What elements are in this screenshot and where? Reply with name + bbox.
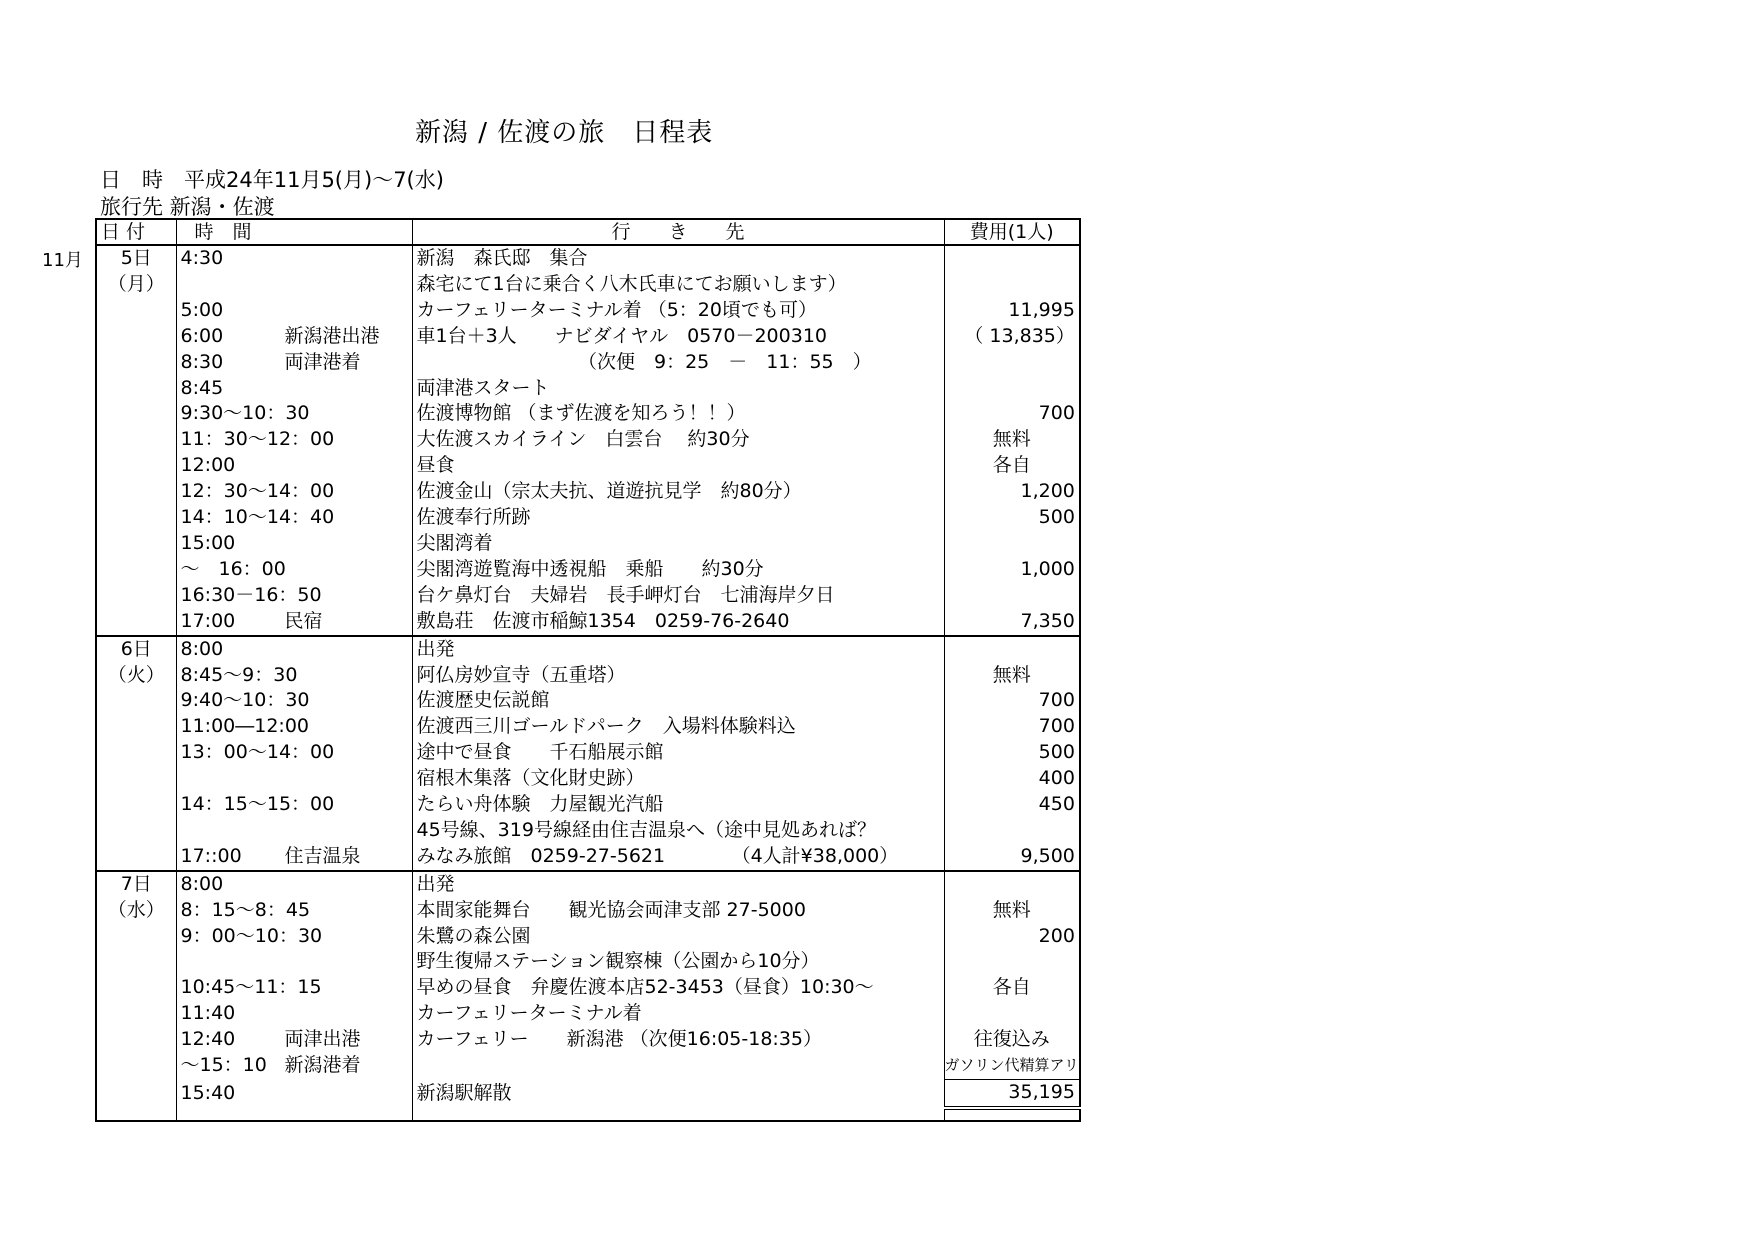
row-date: （月） [96, 272, 176, 298]
row-cost: 各自 [944, 975, 1080, 1001]
row-time-cell [176, 427, 412, 453]
row-cost: 往復込み [944, 1027, 1080, 1053]
row-time: 12:00 [180, 454, 236, 477]
table-row [96, 871, 1080, 898]
row-place: 野生復帰ステーション観察棟（公園から10分） [412, 949, 944, 975]
row-date [96, 350, 176, 376]
row-place: みなみ旅館 0259-27-5621 （4人計¥38,000） [412, 844, 944, 871]
row-place: 新潟駅解散 [412, 1080, 944, 1108]
row-time-cell [176, 740, 412, 766]
row-time: 6:00 [180, 324, 224, 347]
row-date [96, 324, 176, 350]
table-row [96, 245, 1080, 272]
row-time: 9:30～10：30 [180, 402, 310, 425]
table-row [96, 636, 1080, 663]
table-row [96, 557, 1080, 583]
row-cost: 9,500 [944, 844, 1080, 871]
row-cost: 500 [944, 740, 1080, 766]
table-row [96, 714, 1080, 740]
table-row [96, 479, 1080, 505]
row-place: 佐渡博物館 （まず佐渡を知ろう！！） [412, 401, 944, 427]
table-row [96, 427, 1080, 453]
row-time-cell [176, 871, 412, 898]
table-row [96, 818, 1080, 844]
row-time-cell [176, 949, 412, 975]
row-time: 5:00 [180, 298, 224, 321]
table-row [96, 583, 1080, 609]
row-time: 12：30～14：00 [180, 480, 335, 503]
row-cost [944, 245, 1080, 272]
row-time-cell [176, 1001, 412, 1027]
row-cost [944, 583, 1080, 609]
row-time-cell [176, 766, 412, 792]
row-time: 4:30 [180, 247, 224, 269]
row-place [412, 1053, 944, 1079]
row-time-cell [176, 376, 412, 402]
row-location: 住吉温泉 [284, 844, 361, 867]
row-date [96, 531, 176, 557]
row-cost: 700 [944, 688, 1080, 714]
row-cost: 700 [944, 401, 1080, 427]
row-time-cell [176, 898, 412, 924]
row-date [96, 792, 176, 818]
row-cost: 1,000 [944, 557, 1080, 583]
row-place: 両津港スタート [412, 376, 944, 402]
row-place: 途中で昼食 千石船展示館 [412, 740, 944, 766]
row-place: 出発 [412, 636, 944, 663]
row-time-cell [176, 531, 412, 557]
row-time-cell [176, 245, 412, 272]
table-header [96, 219, 1080, 245]
row-location: 民宿 [284, 609, 323, 632]
table-row [96, 453, 1080, 479]
row-time: 15:40 [180, 1081, 236, 1104]
row-place: 尖閣湾着 [412, 531, 944, 557]
row-place: 大佐渡スカイライン 白雲台 約30分 [412, 427, 944, 453]
row-time-cell [176, 1053, 412, 1079]
row-place: 佐渡歴史伝説館 [412, 688, 944, 714]
row-cost: 500 [944, 505, 1080, 531]
table-row [96, 531, 1080, 557]
row-place: （次便 9：25 － 11：55 ） [412, 350, 944, 376]
row-location: 両津港着 [284, 350, 361, 373]
row-time-cell [176, 324, 412, 350]
row-time-cell [176, 479, 412, 505]
row-time: 10:45～11：15 [180, 976, 322, 999]
row-place: 車1台＋3人 ナビダイヤル 0570－200310 [412, 324, 944, 350]
table-row [96, 740, 1080, 766]
table-row [96, 792, 1080, 818]
row-cost: 35,195 [944, 1080, 1080, 1108]
row-cost [944, 818, 1080, 844]
row-date [96, 714, 176, 740]
row-time-cell [176, 583, 412, 609]
header-place: 行 き 先 [412, 219, 944, 245]
row-cost: 400 [944, 766, 1080, 792]
row-place: 宿根木集落（文化財史跡） [412, 766, 944, 792]
table-row [96, 1027, 1080, 1053]
row-time: 8:45～9：30 [180, 663, 298, 686]
empty-cell [176, 1108, 412, 1121]
table-row [96, 1080, 1080, 1108]
row-time: 16:30－16：50 [180, 583, 322, 606]
table-row [96, 376, 1080, 402]
row-place: 阿仏房妙宣寺（五重塔） [412, 663, 944, 689]
row-time-cell [176, 272, 412, 298]
table-row [96, 1001, 1080, 1027]
row-time: ～ 16：00 [180, 557, 286, 580]
row-location: 新潟港着 [284, 1054, 361, 1077]
row-time-cell [176, 609, 412, 636]
table-footer-space [96, 1108, 1080, 1121]
row-date [96, 1001, 176, 1027]
row-time: ～15：10 [180, 1054, 267, 1077]
row-time: 9:40～10：30 [180, 689, 310, 712]
header-date: 日 付 [96, 219, 176, 245]
row-place: 出発 [412, 871, 944, 898]
row-place: カーフェリーターミナル着 （5：20頃でも可） [412, 298, 944, 324]
row-time-cell [176, 557, 412, 583]
row-time: 8:30 [180, 350, 224, 373]
row-date: （水） [96, 898, 176, 924]
table-row [96, 505, 1080, 531]
row-date [96, 975, 176, 1001]
month-label: 11月 [42, 250, 83, 271]
row-time-cell [176, 636, 412, 663]
row-date [96, 557, 176, 583]
row-date [96, 844, 176, 871]
row-place: 本間家能舞台 観光協会両津支部 27-5000 [412, 898, 944, 924]
row-cost [944, 1001, 1080, 1027]
row-date [96, 298, 176, 324]
table-row [96, 1053, 1080, 1079]
row-cost [944, 871, 1080, 898]
row-place: カーフェリーターミナル着 [412, 1001, 944, 1027]
row-cost: 1,200 [944, 479, 1080, 505]
row-date: 7日 [96, 871, 176, 898]
row-date [96, 609, 176, 636]
row-time-cell [176, 298, 412, 324]
empty-cell [944, 1108, 1080, 1121]
row-date [96, 427, 176, 453]
row-date [96, 479, 176, 505]
row-cost: 7,350 [944, 609, 1080, 636]
row-date [96, 949, 176, 975]
trip-datetime: 日 時 平成24年11月5(月)～7(水) [100, 168, 444, 192]
table-row [96, 924, 1080, 950]
row-time: 8：15～8：45 [180, 898, 311, 921]
row-time-cell [176, 401, 412, 427]
row-cost: 無料 [944, 663, 1080, 689]
row-location: 両津出港 [284, 1028, 361, 1051]
row-date [96, 818, 176, 844]
table-row [96, 272, 1080, 298]
row-place: 佐渡金山（宗太夫抗、道遊抗見学 約80分） [412, 479, 944, 505]
row-place: 45号線、319号線経由住吉温泉へ（途中見処あれば？ [412, 818, 944, 844]
row-cost: 無料 [944, 427, 1080, 453]
row-time: 8:00 [180, 872, 224, 895]
row-date: 6日 [96, 636, 176, 663]
row-place: 尖閣湾遊覧海中透視船 乗船 約30分 [412, 557, 944, 583]
row-cost [944, 531, 1080, 557]
row-date: 5日 [96, 245, 176, 272]
row-time: 9：00～10：30 [180, 924, 323, 947]
row-cost [944, 350, 1080, 376]
row-cost [944, 272, 1080, 298]
table-row [96, 975, 1080, 1001]
row-place: 台ケ鼻灯台 夫婦岩 長手岬灯台 七浦海岸夕日 [412, 583, 944, 609]
page-title: 新潟 / 佐渡の旅 日程表 [415, 118, 714, 148]
row-date [96, 583, 176, 609]
row-place: たらい舟体験 力屋観光汽船 [412, 792, 944, 818]
trip-destination: 旅行先 新潟・佐渡 [100, 195, 275, 219]
row-date [96, 924, 176, 950]
empty-cell [412, 1108, 944, 1121]
row-cost: 無料 [944, 898, 1080, 924]
row-cost: 11,995 [944, 298, 1080, 324]
row-date [96, 376, 176, 402]
row-cost [944, 949, 1080, 975]
row-time-cell [176, 714, 412, 740]
row-time: 11:40 [180, 1002, 236, 1025]
row-cost: 450 [944, 792, 1080, 818]
table-row [96, 350, 1080, 376]
row-cost: ガソリン代精算アリ [944, 1053, 1080, 1079]
table-row [96, 844, 1080, 871]
row-time: 13：00～14：00 [180, 741, 335, 764]
row-time-cell [176, 818, 412, 844]
row-date [96, 505, 176, 531]
row-cost [944, 636, 1080, 663]
row-time: 14：15～15：00 [180, 793, 335, 816]
row-date: （火） [96, 663, 176, 689]
row-date [96, 1053, 176, 1079]
row-time: 12:40 [180, 1028, 236, 1051]
row-date [96, 1027, 176, 1053]
row-time: 14：10～14：40 [180, 506, 335, 529]
row-place: 朱鷺の森公園 [412, 924, 944, 950]
row-cost: 各自 [944, 453, 1080, 479]
row-time-cell [176, 505, 412, 531]
row-time-cell [176, 975, 412, 1001]
row-place: 敷島荘 佐渡市稲鯨1354 0259-76-2640 [412, 609, 944, 636]
row-time: 8:45 [180, 376, 224, 399]
row-time-cell [176, 688, 412, 714]
row-place: 佐渡西三川ゴールドパーク 入場料体験料込 [412, 714, 944, 740]
table-row [96, 298, 1080, 324]
header-cost: 費用(1人) [944, 219, 1080, 245]
table-row [96, 609, 1080, 636]
row-time-cell [176, 924, 412, 950]
row-date [96, 453, 176, 479]
row-place: 佐渡奉行所跡 [412, 505, 944, 531]
schedule-table [95, 218, 1081, 1122]
row-cost: （ 13,835） [944, 324, 1080, 350]
row-location: 新潟港出港 [284, 324, 380, 347]
row-date [96, 740, 176, 766]
table-row [96, 401, 1080, 427]
row-place: 昼食 [412, 453, 944, 479]
row-time: 17::00 [180, 844, 242, 867]
row-cost: 200 [944, 924, 1080, 950]
row-date [96, 766, 176, 792]
table-row [96, 949, 1080, 975]
row-time-cell [176, 844, 412, 871]
row-date [96, 401, 176, 427]
row-place: カーフェリー 新潟港 （次便16:05-18:35） [412, 1027, 944, 1053]
row-time: 15:00 [180, 531, 236, 554]
header-time: 時 間 [176, 219, 412, 245]
row-time: 17:00 [180, 609, 236, 632]
row-time: 11：30～12：00 [180, 428, 335, 451]
row-time-cell [176, 1080, 412, 1108]
table-row [96, 663, 1080, 689]
row-time-cell [176, 663, 412, 689]
row-place: 森宅にて1台に乗合く八木氏車にてお願いします） [412, 272, 944, 298]
row-date [96, 1080, 176, 1108]
table-row [96, 766, 1080, 792]
row-place: 新潟 森氏邸 集合 [412, 245, 944, 272]
empty-cell [96, 1108, 176, 1121]
row-date [96, 688, 176, 714]
row-time: 11:00―12:00 [180, 715, 310, 738]
table-row [96, 898, 1080, 924]
table-row [96, 688, 1080, 714]
row-time-cell [176, 350, 412, 376]
table-row [96, 324, 1080, 350]
row-cost [944, 376, 1080, 402]
row-time: 8:00 [180, 637, 224, 660]
row-time-cell [176, 1027, 412, 1053]
row-place: 早めの昼食 弁慶佐渡本店52-3453（昼食）10:30～ [412, 975, 944, 1001]
row-time-cell [176, 792, 412, 818]
row-cost: 700 [944, 714, 1080, 740]
row-time-cell [176, 453, 412, 479]
